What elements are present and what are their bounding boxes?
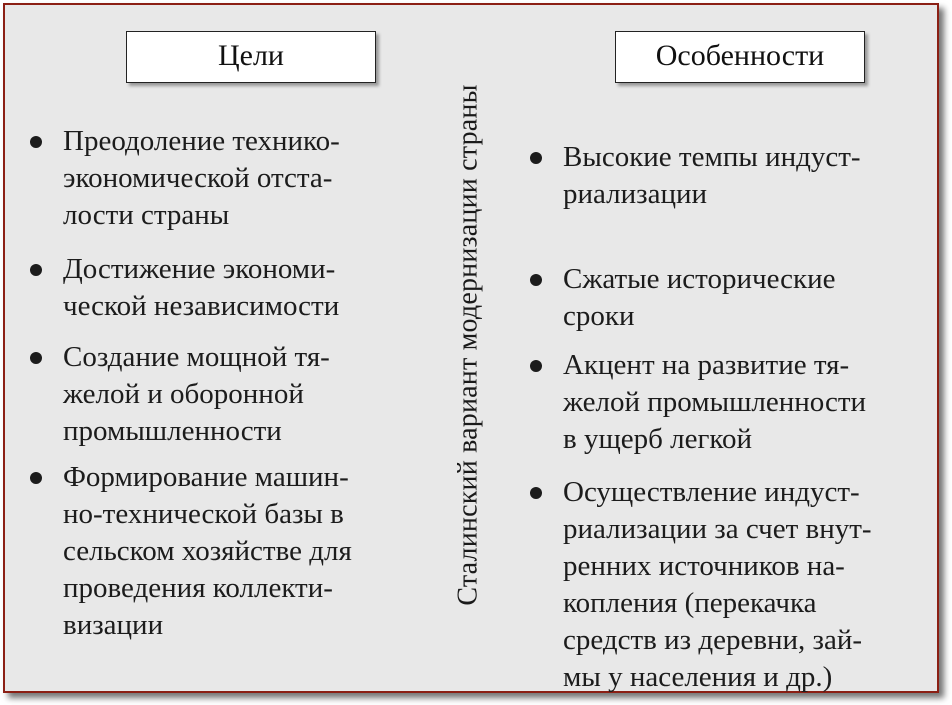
bullet-icon <box>30 352 42 364</box>
features-header: Особенности <box>615 31 865 83</box>
center-vertical-title <box>447 35 491 655</box>
bullet-icon <box>30 264 42 276</box>
feature-item-3: Акцент на развитие тя- желой промышленности в ущерб легкой <box>563 349 867 455</box>
goal-item-4: Формирование машин- но-технической базы в сельском хозяйстве для проведения коллекти- визации <box>63 461 352 641</box>
goal-item-2: Достижение экономи- ческой независимости <box>63 253 340 322</box>
feature-item-1: Высокие темпы индуст- риализации <box>563 141 861 210</box>
bullet-icon <box>530 152 542 164</box>
bullet-icon <box>530 487 542 499</box>
bullet-icon <box>530 360 542 372</box>
diagram-frame <box>3 3 939 693</box>
bullet-icon <box>30 472 42 484</box>
goal-item-1: Преодоление технико- экономической отста- лости страны <box>63 125 340 231</box>
center-title-text: Сталинский вариант модернизации страны <box>453 84 484 606</box>
goal-item-3: Создание мощной тя- желой и оборонной промышленности <box>63 341 330 447</box>
bullet-icon <box>530 274 542 286</box>
feature-item-2: Сжатые исторические сроки <box>563 263 836 332</box>
goals-header: Цели <box>126 31 376 83</box>
feature-item-4: Осуществление индуст- риализации за счет внут- ренних источников на- копления (перекачка средств из деревни, зай- мы у населения и др.) <box>563 476 872 693</box>
bullet-icon <box>30 136 42 148</box>
